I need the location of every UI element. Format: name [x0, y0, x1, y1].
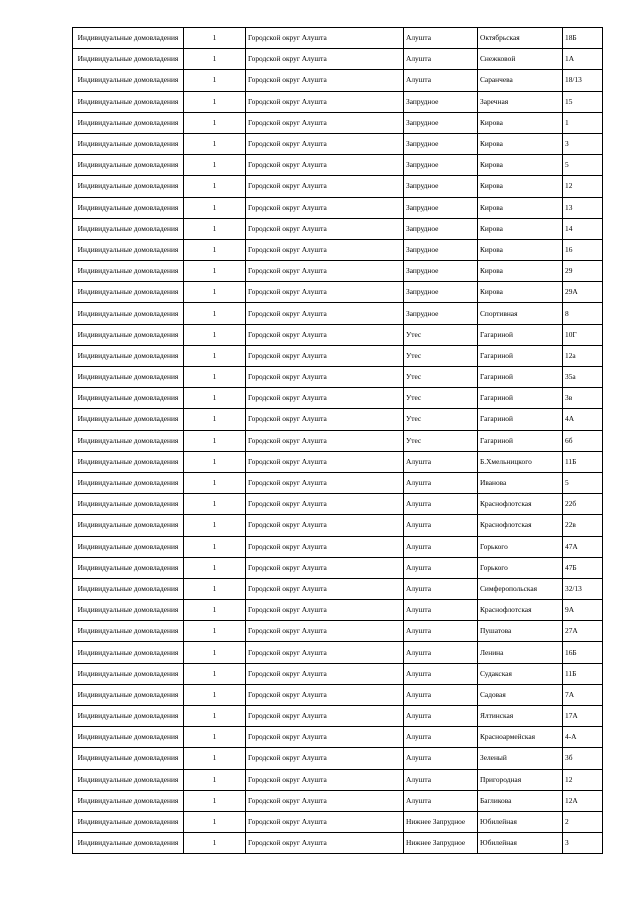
street-cell: Багликова	[478, 790, 563, 811]
count-cell: 1	[184, 833, 246, 854]
house-number-cell: 12	[563, 176, 603, 197]
dwelling-type-cell: Индивидуальные домовладения	[73, 536, 184, 557]
locality-cell: Алушта	[404, 663, 478, 684]
district-cell: Городской округ Алушта	[246, 155, 404, 176]
dwelling-type-cell: Индивидуальные домовладения	[73, 430, 184, 451]
dwelling-type-cell: Индивидуальные домовладения	[73, 642, 184, 663]
house-number-cell: 16Б	[563, 642, 603, 663]
table-row	[73, 727, 603, 748]
count-cell: 1	[184, 515, 246, 536]
count-cell: 1	[184, 91, 246, 112]
house-number-cell: 8	[563, 303, 603, 324]
count-cell: 1	[184, 345, 246, 366]
house-number-cell: 10Г	[563, 324, 603, 345]
locality-cell: Алушта	[404, 557, 478, 578]
dwelling-type-cell: Индивидуальные домовладения	[73, 176, 184, 197]
house-number-cell: 4-А	[563, 727, 603, 748]
dwelling-type-cell: Индивидуальные домовладения	[73, 621, 184, 642]
table-row	[73, 790, 603, 811]
district-cell: Городской округ Алушта	[246, 536, 404, 557]
street-cell: Гагариной	[478, 367, 563, 388]
street-cell: Симферопольская	[478, 578, 563, 599]
district-cell: Городской округ Алушта	[246, 70, 404, 91]
dwelling-type-cell: Индивидуальные домовладения	[73, 557, 184, 578]
count-cell: 1	[184, 494, 246, 515]
table-row	[73, 324, 603, 345]
house-number-cell: 11Б	[563, 451, 603, 472]
district-cell: Городской округ Алушта	[246, 112, 404, 133]
dwelling-type-cell: Индивидуальные домовладения	[73, 218, 184, 239]
table-row	[73, 282, 603, 303]
house-number-cell: 3	[563, 133, 603, 154]
house-number-cell: 29А	[563, 282, 603, 303]
dwelling-type-cell: Индивидуальные домовладения	[73, 70, 184, 91]
district-cell: Городской округ Алушта	[246, 642, 404, 663]
street-cell: Краснофлотская	[478, 515, 563, 536]
street-cell: Спортивная	[478, 303, 563, 324]
table-row	[73, 28, 603, 49]
dwelling-type-cell: Индивидуальные домовладения	[73, 684, 184, 705]
street-cell: Гагариной	[478, 324, 563, 345]
count-cell: 1	[184, 261, 246, 282]
count-cell: 1	[184, 282, 246, 303]
table-row	[73, 663, 603, 684]
street-cell: Горького	[478, 536, 563, 557]
locality-cell: Алушта	[404, 642, 478, 663]
district-cell: Городской округ Алушта	[246, 472, 404, 493]
count-cell: 1	[184, 451, 246, 472]
count-cell: 1	[184, 155, 246, 176]
dwelling-type-cell: Индивидуальные домовладения	[73, 706, 184, 727]
district-cell: Городской округ Алушта	[246, 769, 404, 790]
count-cell: 1	[184, 70, 246, 91]
district-cell: Городской округ Алушта	[246, 324, 404, 345]
district-cell: Городской округ Алушта	[246, 28, 404, 49]
street-cell: Гагариной	[478, 409, 563, 430]
locality-cell: Алушта	[404, 451, 478, 472]
house-number-cell: 3б	[563, 748, 603, 769]
table-row	[73, 621, 603, 642]
locality-cell: Алушта	[404, 49, 478, 70]
locality-cell: Алушта	[404, 621, 478, 642]
district-cell: Городской округ Алушта	[246, 684, 404, 705]
district-cell: Городской округ Алушта	[246, 367, 404, 388]
street-cell: Кирова	[478, 261, 563, 282]
district-cell: Городской округ Алушта	[246, 451, 404, 472]
table-row	[73, 600, 603, 621]
table-row	[73, 218, 603, 239]
street-cell: Кирова	[478, 133, 563, 154]
locality-cell: Алушта	[404, 684, 478, 705]
district-cell: Городской округ Алушта	[246, 49, 404, 70]
table-row	[73, 557, 603, 578]
table-row	[73, 769, 603, 790]
district-cell: Городской округ Алушта	[246, 218, 404, 239]
dwelling-type-cell: Индивидуальные домовладения	[73, 112, 184, 133]
count-cell: 1	[184, 303, 246, 324]
table-row	[73, 70, 603, 91]
locality-cell: Алушта	[404, 70, 478, 91]
address-table	[72, 27, 603, 854]
locality-cell: Запрудное	[404, 261, 478, 282]
count-cell: 1	[184, 748, 246, 769]
dwelling-type-cell: Индивидуальные домовладения	[73, 515, 184, 536]
locality-cell: Запрудное	[404, 155, 478, 176]
dwelling-type-cell: Индивидуальные домовладения	[73, 367, 184, 388]
house-number-cell: 32/13	[563, 578, 603, 599]
dwelling-type-cell: Индивидуальные домовладения	[73, 578, 184, 599]
count-cell: 1	[184, 600, 246, 621]
count-cell: 1	[184, 388, 246, 409]
table-row	[73, 49, 603, 70]
house-number-cell: 12	[563, 769, 603, 790]
district-cell: Городской округ Алушта	[246, 176, 404, 197]
count-cell: 1	[184, 367, 246, 388]
locality-cell: Алушта	[404, 28, 478, 49]
dwelling-type-cell: Индивидуальные домовладения	[73, 282, 184, 303]
table-row	[73, 112, 603, 133]
locality-cell: Нижнее Запрудное	[404, 833, 478, 854]
street-cell: Саранчева	[478, 70, 563, 91]
count-cell: 1	[184, 176, 246, 197]
dwelling-type-cell: Индивидуальные домовладения	[73, 600, 184, 621]
house-number-cell: 5	[563, 155, 603, 176]
locality-cell: Алушта	[404, 515, 478, 536]
dwelling-type-cell: Индивидуальные домовладения	[73, 409, 184, 430]
dwelling-type-cell: Индивидуальные домовладения	[73, 324, 184, 345]
house-number-cell: 29	[563, 261, 603, 282]
dwelling-type-cell: Индивидуальные домовладения	[73, 261, 184, 282]
house-number-cell: 1	[563, 112, 603, 133]
dwelling-type-cell: Индивидуальные домовладения	[73, 91, 184, 112]
house-number-cell: 47Б	[563, 557, 603, 578]
dwelling-type-cell: Индивидуальные домовладения	[73, 811, 184, 832]
house-number-cell: 15	[563, 91, 603, 112]
locality-cell: Запрудное	[404, 176, 478, 197]
table-row	[73, 833, 603, 854]
dwelling-type-cell: Индивидуальные домовладения	[73, 790, 184, 811]
table-row	[73, 176, 603, 197]
locality-cell: Алушта	[404, 706, 478, 727]
dwelling-type-cell: Индивидуальные домовладения	[73, 451, 184, 472]
street-cell: Красноармейская	[478, 727, 563, 748]
table-row	[73, 367, 603, 388]
table-row	[73, 515, 603, 536]
table-row	[73, 409, 603, 430]
count-cell: 1	[184, 239, 246, 260]
house-number-cell: 5	[563, 472, 603, 493]
street-cell: Юбилейная	[478, 833, 563, 854]
table-row	[73, 494, 603, 515]
district-cell: Городской округ Алушта	[246, 91, 404, 112]
house-number-cell: 12А	[563, 790, 603, 811]
district-cell: Городской округ Алушта	[246, 430, 404, 451]
count-cell: 1	[184, 218, 246, 239]
district-cell: Городской округ Алушта	[246, 663, 404, 684]
house-number-cell: 4А	[563, 409, 603, 430]
district-cell: Городской округ Алушта	[246, 282, 404, 303]
locality-cell: Алушта	[404, 536, 478, 557]
dwelling-type-cell: Индивидуальные домовладения	[73, 833, 184, 854]
table-row	[73, 261, 603, 282]
count-cell: 1	[184, 706, 246, 727]
house-number-cell: 13	[563, 197, 603, 218]
district-cell: Городской округ Алушта	[246, 133, 404, 154]
district-cell: Городской округ Алушта	[246, 494, 404, 515]
table-row	[73, 239, 603, 260]
locality-cell: Алушта	[404, 769, 478, 790]
count-cell: 1	[184, 642, 246, 663]
district-cell: Городской округ Алушта	[246, 197, 404, 218]
count-cell: 1	[184, 430, 246, 451]
count-cell: 1	[184, 324, 246, 345]
street-cell: Зеленый	[478, 748, 563, 769]
district-cell: Городской округ Алушта	[246, 261, 404, 282]
table-row	[73, 472, 603, 493]
street-cell: Ялтинская	[478, 706, 563, 727]
house-number-cell: 12а	[563, 345, 603, 366]
district-cell: Городской округ Алушта	[246, 557, 404, 578]
count-cell: 1	[184, 557, 246, 578]
street-cell: Краснофлотская	[478, 600, 563, 621]
locality-cell: Утес	[404, 367, 478, 388]
street-cell: Краснофлотская	[478, 494, 563, 515]
count-cell: 1	[184, 49, 246, 70]
district-cell: Городской округ Алушта	[246, 578, 404, 599]
locality-cell: Запрудное	[404, 218, 478, 239]
count-cell: 1	[184, 28, 246, 49]
street-cell: Горького	[478, 557, 563, 578]
table-row	[73, 155, 603, 176]
district-cell: Городской округ Алушта	[246, 706, 404, 727]
dwelling-type-cell: Индивидуальные домовладения	[73, 472, 184, 493]
locality-cell: Запрудное	[404, 239, 478, 260]
locality-cell: Запрудное	[404, 282, 478, 303]
dwelling-type-cell: Индивидуальные домовладения	[73, 303, 184, 324]
dwelling-type-cell: Индивидуальные домовладения	[73, 133, 184, 154]
street-cell: Кирова	[478, 112, 563, 133]
dwelling-type-cell: Индивидуальные домовладения	[73, 727, 184, 748]
dwelling-type-cell: Индивидуальные домовладения	[73, 494, 184, 515]
house-number-cell: 22в	[563, 515, 603, 536]
locality-cell: Нижнее Запрудное	[404, 811, 478, 832]
house-number-cell: 3в	[563, 388, 603, 409]
house-number-cell: 7А	[563, 684, 603, 705]
table-row	[73, 388, 603, 409]
locality-cell: Запрудное	[404, 112, 478, 133]
locality-cell: Запрудное	[404, 91, 478, 112]
house-number-cell: 14	[563, 218, 603, 239]
count-cell: 1	[184, 790, 246, 811]
house-number-cell: 3	[563, 833, 603, 854]
house-number-cell: 35а	[563, 367, 603, 388]
house-number-cell: 18/13	[563, 70, 603, 91]
house-number-cell: 9А	[563, 600, 603, 621]
street-cell: Ленина	[478, 642, 563, 663]
count-cell: 1	[184, 536, 246, 557]
house-number-cell: 22б	[563, 494, 603, 515]
house-number-cell: 17А	[563, 706, 603, 727]
street-cell: Гагариной	[478, 345, 563, 366]
district-cell: Городской округ Алушта	[246, 515, 404, 536]
locality-cell: Утес	[404, 345, 478, 366]
house-number-cell: 2	[563, 811, 603, 832]
table-row	[73, 303, 603, 324]
street-cell: Кирова	[478, 239, 563, 260]
count-cell: 1	[184, 811, 246, 832]
street-cell: Кирова	[478, 218, 563, 239]
dwelling-type-cell: Индивидуальные домовладения	[73, 345, 184, 366]
table-row	[73, 345, 603, 366]
count-cell: 1	[184, 663, 246, 684]
table-row	[73, 133, 603, 154]
dwelling-type-cell: Индивидуальные домовладения	[73, 28, 184, 49]
street-cell: Кирова	[478, 197, 563, 218]
street-cell: Судакская	[478, 663, 563, 684]
locality-cell: Утес	[404, 324, 478, 345]
locality-cell: Утес	[404, 430, 478, 451]
dwelling-type-cell: Индивидуальные домовладения	[73, 663, 184, 684]
table-row	[73, 748, 603, 769]
street-cell: Гагариной	[478, 430, 563, 451]
dwelling-type-cell: Индивидуальные домовладения	[73, 155, 184, 176]
house-number-cell: 27А	[563, 621, 603, 642]
count-cell: 1	[184, 472, 246, 493]
count-cell: 1	[184, 621, 246, 642]
table-row	[73, 197, 603, 218]
locality-cell: Алушта	[404, 578, 478, 599]
count-cell: 1	[184, 578, 246, 599]
table-row	[73, 706, 603, 727]
district-cell: Городской округ Алушта	[246, 621, 404, 642]
district-cell: Городской округ Алушта	[246, 833, 404, 854]
street-cell: Пригородная	[478, 769, 563, 790]
dwelling-type-cell: Индивидуальные домовладения	[73, 388, 184, 409]
house-number-cell: 11Б	[563, 663, 603, 684]
street-cell: Садовая	[478, 684, 563, 705]
district-cell: Городской округ Алушта	[246, 239, 404, 260]
house-number-cell: 6б	[563, 430, 603, 451]
locality-cell: Утес	[404, 409, 478, 430]
table-row	[73, 684, 603, 705]
street-cell: Кирова	[478, 282, 563, 303]
dwelling-type-cell: Индивидуальные домовладения	[73, 197, 184, 218]
house-number-cell: 1А	[563, 49, 603, 70]
locality-cell: Запрудное	[404, 303, 478, 324]
street-cell: Б.Хмельницкого	[478, 451, 563, 472]
count-cell: 1	[184, 684, 246, 705]
count-cell: 1	[184, 727, 246, 748]
house-number-cell: 18Б	[563, 28, 603, 49]
table-row	[73, 430, 603, 451]
table-row	[73, 811, 603, 832]
street-cell: Иванова	[478, 472, 563, 493]
table-row	[73, 578, 603, 599]
locality-cell: Запрудное	[404, 133, 478, 154]
count-cell: 1	[184, 197, 246, 218]
table-row	[73, 91, 603, 112]
dwelling-type-cell: Индивидуальные домовладения	[73, 49, 184, 70]
street-cell: Кирова	[478, 176, 563, 197]
dwelling-type-cell: Индивидуальные домовладения	[73, 769, 184, 790]
district-cell: Городской округ Алушта	[246, 748, 404, 769]
street-cell: Октябрьская	[478, 28, 563, 49]
district-cell: Городской округ Алушта	[246, 600, 404, 621]
district-cell: Городской округ Алушта	[246, 388, 404, 409]
count-cell: 1	[184, 112, 246, 133]
locality-cell: Утес	[404, 388, 478, 409]
locality-cell: Алушта	[404, 790, 478, 811]
count-cell: 1	[184, 409, 246, 430]
locality-cell: Алушта	[404, 472, 478, 493]
locality-cell: Алушта	[404, 600, 478, 621]
table-row	[73, 536, 603, 557]
locality-cell: Алушта	[404, 748, 478, 769]
dwelling-type-cell: Индивидуальные домовладения	[73, 748, 184, 769]
street-cell: Пушатова	[478, 621, 563, 642]
district-cell: Городской округ Алушта	[246, 345, 404, 366]
table-body	[73, 28, 603, 854]
street-cell: Юбилейная	[478, 811, 563, 832]
street-cell: Снежковой	[478, 49, 563, 70]
street-cell: Гагариной	[478, 388, 563, 409]
district-cell: Городской округ Алушта	[246, 303, 404, 324]
locality-cell: Алушта	[404, 494, 478, 515]
count-cell: 1	[184, 769, 246, 790]
count-cell: 1	[184, 133, 246, 154]
dwelling-type-cell: Индивидуальные домовладения	[73, 239, 184, 260]
table-row	[73, 642, 603, 663]
locality-cell: Запрудное	[404, 197, 478, 218]
district-cell: Городской округ Алушта	[246, 790, 404, 811]
district-cell: Городской округ Алушта	[246, 409, 404, 430]
house-number-cell: 16	[563, 239, 603, 260]
house-number-cell: 47А	[563, 536, 603, 557]
district-cell: Городской округ Алушта	[246, 811, 404, 832]
locality-cell: Алушта	[404, 727, 478, 748]
street-cell: Заречная	[478, 91, 563, 112]
street-cell: Кирова	[478, 155, 563, 176]
district-cell: Городской округ Алушта	[246, 727, 404, 748]
table-row	[73, 451, 603, 472]
